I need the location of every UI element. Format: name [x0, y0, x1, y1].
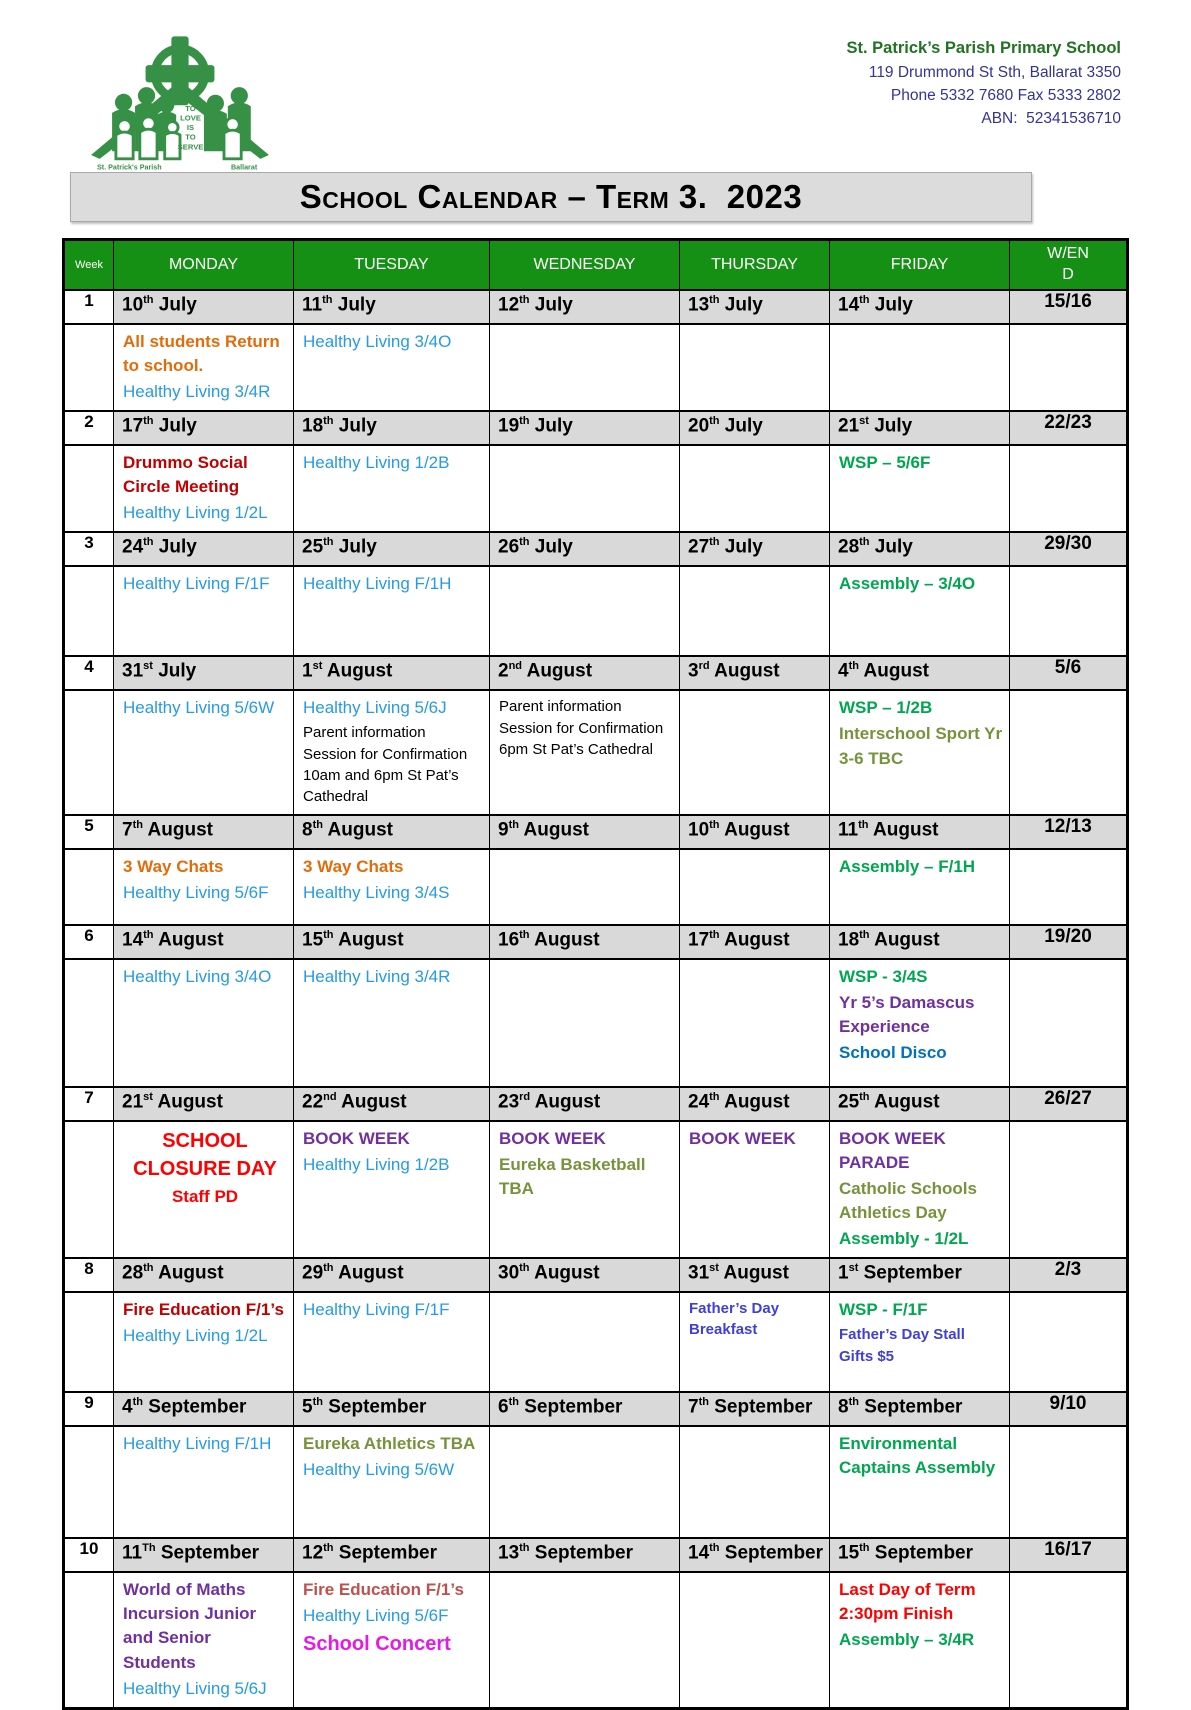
day-events-cell: [830, 690, 1010, 814]
calendar-body: [64, 240, 1128, 1709]
week-3-date-row: [64, 532, 1128, 566]
column-header-monday: MONDAY: [114, 240, 294, 290]
event: Assembly – F/1H: [839, 856, 976, 876]
week-number: 8: [64, 1258, 114, 1292]
date-cell: 30th August: [490, 1258, 680, 1292]
week-number-empty: [64, 1121, 114, 1259]
weekend-empty-cell: [1010, 1121, 1128, 1259]
logo-motto-line: TO: [185, 132, 196, 142]
week-number-empty: [64, 690, 114, 814]
calendar-header-row: [64, 240, 1128, 290]
date-cell: 4th September: [114, 1392, 294, 1426]
week-number: 4: [64, 656, 114, 690]
event: Staff PD: [171, 1187, 239, 1207]
day-events-cell: [294, 959, 490, 1087]
day-events-cell: [294, 445, 490, 532]
event: Yr 5’s Damascus Experience: [839, 992, 975, 1036]
column-header-wend: [1010, 240, 1128, 290]
date-cell: 24th August: [680, 1087, 830, 1121]
week-9-date-row: [64, 1392, 1128, 1426]
week-10-date-row: [64, 1538, 1128, 1572]
event: Drummo Social Circle Meeting: [123, 452, 248, 496]
event: Fire Education F/1’s: [123, 1300, 284, 1320]
day-events-cell: [680, 445, 830, 532]
weekend-dates: 12/13: [1010, 815, 1128, 849]
event: Healthy Living 3/4R: [303, 966, 451, 986]
event: Eureka Basketball TBA: [499, 1154, 646, 1198]
date-cell: 17th July: [114, 411, 294, 445]
event: Healthy Living 1/2L: [123, 503, 268, 523]
event: BOOK WEEK: [499, 1128, 606, 1148]
weekend-empty-cell: [1010, 1292, 1128, 1392]
day-events-cell: [490, 1121, 680, 1259]
event: Assembly – 3/4R: [839, 1630, 975, 1650]
event: 3 Way Chats: [123, 856, 224, 876]
event: Healthy Living 3/4O: [303, 331, 452, 351]
week-number-empty: [64, 1572, 114, 1708]
date-cell: 18th August: [830, 925, 1010, 959]
event: Healthy Living 3/4S: [303, 882, 450, 902]
day-events-cell: [490, 849, 680, 925]
day-events-cell: [294, 690, 490, 814]
event: Parent information Session for Confirmation 6pm St Pat’s Cathedral: [499, 698, 664, 758]
page-title: School Calendar – Term 3. 2023: [299, 178, 803, 215]
date-cell: 22nd August: [294, 1087, 490, 1121]
event: Healthy Living 3/4O: [123, 966, 272, 986]
week-1-date-row: [64, 290, 1128, 324]
day-events-cell: [114, 566, 294, 656]
logo-motto-line: SERVE: [177, 142, 204, 152]
event: Assembly - 1/2L: [839, 1229, 969, 1249]
week-5-date-row: [64, 815, 1128, 849]
weekend-empty-cell: [1010, 1572, 1128, 1708]
school-logo: [70, 28, 290, 173]
event: Healthy Living 5/6W: [123, 698, 275, 718]
logo-motto-line: LOVE: [180, 113, 201, 123]
date-cell: 12th September: [294, 1538, 490, 1572]
date-cell: 26th July: [490, 532, 680, 566]
event: Catholic Schools Athletics Day: [839, 1178, 977, 1222]
date-cell: 10th July: [114, 290, 294, 324]
date-cell: 12th July: [490, 290, 680, 324]
school-address: 119 Drummond St Sth, Ballarat 3350: [868, 63, 1121, 81]
week-3-content-row: [64, 566, 1128, 656]
day-events-cell: [830, 566, 1010, 656]
day-events-cell: [680, 1572, 830, 1708]
event: SCHOOL CLOSURE DAY: [133, 1129, 277, 1180]
date-cell: 8th August: [294, 815, 490, 849]
date-cell: 13th July: [680, 290, 830, 324]
week-number: 2: [64, 411, 114, 445]
week-number: 6: [64, 925, 114, 959]
week-number-empty: [64, 324, 114, 411]
day-events-cell: [490, 1572, 680, 1708]
date-cell: 10th August: [680, 815, 830, 849]
day-events-cell: [294, 849, 490, 925]
weekend-empty-cell: [1010, 324, 1128, 411]
date-cell: 5th September: [294, 1392, 490, 1426]
day-events-cell: [680, 690, 830, 814]
weekend-dates: 29/30: [1010, 532, 1128, 566]
day-events-cell: [114, 1572, 294, 1708]
day-events-cell: [830, 445, 1010, 532]
day-events-cell: [294, 324, 490, 411]
week-number-empty: [64, 849, 114, 925]
date-cell: 18th July: [294, 411, 490, 445]
day-events-cell: [680, 1426, 830, 1538]
date-cell: 8th September: [830, 1392, 1010, 1426]
logo-caption-right: Ballarat: [230, 163, 258, 172]
date-cell: 16th August: [490, 925, 680, 959]
column-header-wend-label: W/END: [1047, 244, 1089, 283]
date-cell: 21st July: [830, 411, 1010, 445]
event: Healthy Living 5/6J: [303, 698, 447, 718]
date-cell: 28th August: [114, 1258, 294, 1292]
day-events-cell: [680, 959, 830, 1087]
week-2-content-row: [64, 445, 1128, 532]
week-number-empty: [64, 445, 114, 532]
calendar-table: [62, 238, 1129, 1710]
column-header-thursday: THURSDAY: [680, 240, 830, 290]
day-events-cell: [114, 690, 294, 814]
event: School Disco: [839, 1042, 947, 1062]
date-cell: 27th July: [680, 532, 830, 566]
day-events-cell: [680, 566, 830, 656]
week-10-content-row: [64, 1572, 1128, 1708]
logo-caption-left: St. Patrick's Parish: [97, 163, 162, 172]
date-cell: 21st August: [114, 1087, 294, 1121]
date-cell: 31st July: [114, 656, 294, 690]
event: Healthy Living 5/6F: [303, 1606, 449, 1626]
day-events-cell: [490, 959, 680, 1087]
date-cell: 14th September: [680, 1538, 830, 1572]
weekend-empty-cell: [1010, 849, 1128, 925]
event: WSP - 3/4S: [839, 966, 928, 986]
event: Healthy Living F/1F: [123, 574, 270, 594]
event: Last Day of Term 2:30pm Finish: [839, 1580, 976, 1624]
day-events-cell: [294, 1292, 490, 1392]
week-number: 1: [64, 290, 114, 324]
date-cell: 14th August: [114, 925, 294, 959]
event: World of Maths Incursion Junior and Senior Students: [123, 1580, 257, 1672]
week-8-content-row: [64, 1292, 1128, 1392]
day-events-cell: [680, 849, 830, 925]
event: Healthy Living F/1H: [303, 574, 452, 594]
day-events-cell: [830, 1292, 1010, 1392]
day-events-cell: [680, 1121, 830, 1259]
day-events-cell: [490, 690, 680, 814]
weekend-dates: 26/27: [1010, 1087, 1128, 1121]
day-events-cell: [830, 1121, 1010, 1259]
day-events-cell: [830, 1572, 1010, 1708]
date-cell: 4th August: [830, 656, 1010, 690]
weekend-empty-cell: [1010, 566, 1128, 656]
date-cell: 25th July: [294, 532, 490, 566]
week-number: 9: [64, 1392, 114, 1426]
event: Fire Education F/1’s: [303, 1580, 464, 1600]
week-2-date-row: [64, 411, 1128, 445]
day-events-cell: [490, 1292, 680, 1392]
day-events-cell: [830, 849, 1010, 925]
date-cell: 1st August: [294, 656, 490, 690]
weekend-empty-cell: [1010, 445, 1128, 532]
day-events-cell: [680, 1292, 830, 1392]
date-cell: 2nd August: [490, 656, 680, 690]
event: BOOK WEEK: [303, 1128, 410, 1148]
week-number-empty: [64, 959, 114, 1087]
week-number-empty: [64, 1292, 114, 1392]
week-4-date-row: [64, 656, 1128, 690]
event: All students Return to school.: [123, 331, 280, 375]
date-cell: 24th July: [114, 532, 294, 566]
date-cell: 17th August: [680, 925, 830, 959]
weekend-dates: 9/10: [1010, 1392, 1128, 1426]
event: Interschool Sport Yr 3-6 TBC: [839, 724, 1003, 768]
event: Healthy Living 1/2B: [303, 452, 450, 472]
date-cell: 9th August: [490, 815, 680, 849]
weekend-dates: 15/16: [1010, 290, 1128, 324]
day-events-cell: [294, 1426, 490, 1538]
event: Healthy Living 1/2L: [123, 1326, 268, 1346]
event: Healthy Living 5/6J: [123, 1678, 267, 1698]
date-cell: 20th July: [680, 411, 830, 445]
event: School Concert: [303, 1633, 451, 1656]
week-number: 7: [64, 1087, 114, 1121]
day-events-cell: [114, 1121, 294, 1259]
week-1-content-row: [64, 324, 1128, 411]
date-cell: 25th August: [830, 1087, 1010, 1121]
date-cell: 6th September: [490, 1392, 680, 1426]
date-cell: 15th August: [294, 925, 490, 959]
school-info-block: [846, 36, 1121, 131]
weekend-dates: 22/23: [1010, 411, 1128, 445]
weekend-empty-cell: [1010, 690, 1128, 814]
day-events-cell: [830, 1426, 1010, 1538]
column-header-wednesday: WEDNESDAY: [490, 240, 680, 290]
event: BOOK WEEK PARADE: [839, 1128, 946, 1172]
day-events-cell: [114, 1292, 294, 1392]
date-cell: 1st September: [830, 1258, 1010, 1292]
week-7-date-row: [64, 1087, 1128, 1121]
event: Father’s Day Stall Gifts $5: [839, 1326, 965, 1365]
day-events-cell: [294, 1572, 490, 1708]
week-6-content-row: [64, 959, 1128, 1087]
date-cell: 3rd August: [680, 656, 830, 690]
weekend-dates: 16/17: [1010, 1538, 1128, 1572]
day-events-cell: [830, 324, 1010, 411]
event: Healthy Living 5/6W: [303, 1460, 455, 1480]
weekend-dates: 5/6: [1010, 656, 1128, 690]
week-number-empty: [64, 566, 114, 656]
day-events-cell: [114, 445, 294, 532]
date-cell: 19th July: [490, 411, 680, 445]
event: Parent information Session for Confirmation 10am and 6pm St Pat’s Cathedral: [303, 724, 468, 806]
weekend-empty-cell: [1010, 959, 1128, 1087]
date-cell: 14th July: [830, 290, 1010, 324]
school-name: St. Patrick’s Parish Primary School: [846, 39, 1121, 57]
week-9-content-row: [64, 1426, 1128, 1538]
event: WSP – 5/6F: [839, 452, 931, 472]
celtic-cross-horizontal: [146, 65, 215, 82]
day-events-cell: [114, 324, 294, 411]
event: WSP - F/1F: [839, 1300, 928, 1320]
column-header-week: Week: [64, 240, 114, 290]
logo-motto-line: IS: [186, 123, 195, 133]
event: Healthy Living 3/4R: [123, 381, 271, 401]
day-events-cell: [680, 324, 830, 411]
event: Environmental Captains Assembly: [839, 1434, 996, 1478]
day-events-cell: [830, 959, 1010, 1087]
date-cell: 13th September: [490, 1538, 680, 1572]
date-cell: 23rd August: [490, 1087, 680, 1121]
school-phone-fax: Phone 5332 7680 Fax 5333 2802: [890, 87, 1121, 104]
day-events-cell: [114, 959, 294, 1087]
day-events-cell: [490, 445, 680, 532]
week-7-content-row: [64, 1121, 1128, 1259]
week-number-empty: [64, 1426, 114, 1538]
column-header-tuesday: TUESDAY: [294, 240, 490, 290]
weekend-dates: 19/20: [1010, 925, 1128, 959]
week-6-date-row: [64, 925, 1128, 959]
event: Father’s Day Breakfast: [689, 1300, 780, 1339]
date-cell: 31st August: [680, 1258, 830, 1292]
event: Healthy Living F/1F: [303, 1300, 450, 1320]
day-events-cell: [114, 1426, 294, 1538]
date-cell: 11th July: [294, 290, 490, 324]
date-cell: 7th August: [114, 815, 294, 849]
school-abn: ABN: 52341536710: [981, 110, 1121, 128]
date-cell: 7th September: [680, 1392, 830, 1426]
date-cell: 11Th September: [114, 1538, 294, 1572]
date-cell: 29th August: [294, 1258, 490, 1292]
date-cell: 28th July: [830, 532, 1010, 566]
event: WSP – 1/2B: [839, 698, 933, 718]
week-5-content-row: [64, 849, 1128, 925]
column-header-friday: FRIDAY: [830, 240, 1010, 290]
day-events-cell: [490, 566, 680, 656]
event: Assembly – 3/4O: [839, 574, 976, 594]
weekend-dates: 2/3: [1010, 1258, 1128, 1292]
date-cell: 11th August: [830, 815, 1010, 849]
event: 3 Way Chats: [303, 856, 404, 876]
title-banner: [70, 172, 1032, 222]
event: Healthy Living 5/6F: [123, 882, 269, 902]
date-cell: 15th September: [830, 1538, 1010, 1572]
event: Healthy Living 1/2B: [303, 1154, 450, 1174]
week-number: 3: [64, 532, 114, 566]
week-number: 10: [64, 1538, 114, 1572]
day-events-cell: [490, 1426, 680, 1538]
day-events-cell: [294, 566, 490, 656]
week-8-date-row: [64, 1258, 1128, 1292]
week-number: 5: [64, 815, 114, 849]
weekend-empty-cell: [1010, 1426, 1128, 1538]
event: Healthy Living F/1H: [123, 1434, 272, 1454]
event: BOOK WEEK: [689, 1128, 796, 1148]
event: Eureka Athletics TBA: [303, 1434, 476, 1454]
logo-motto-line: TO: [185, 104, 196, 114]
day-events-cell: [114, 849, 294, 925]
day-events-cell: [490, 324, 680, 411]
day-events-cell: [294, 1121, 490, 1259]
week-4-content-row: [64, 690, 1128, 814]
